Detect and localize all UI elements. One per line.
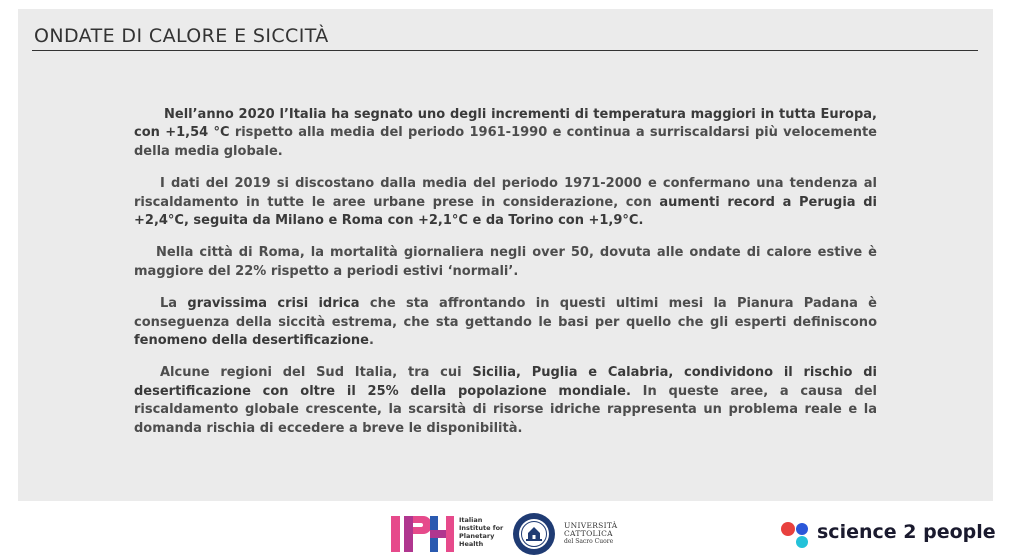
text-run: Nella città di Roma, la mortalità giornaliera negli over 50, dovuta alle ondate di calore estive è maggiore del 22% rispetto a periodi estivi ‘normali’. <box>134 245 877 279</box>
paragraph <box>134 244 877 281</box>
bold-run: gravissima crisi idrica <box>187 296 360 312</box>
bold-run: fenomeno della desertificazione <box>134 333 369 349</box>
ucsc-seal-icon <box>511 512 557 556</box>
ucsc-subline: del Sacro Cuore <box>564 538 614 545</box>
science2people-logo <box>780 520 995 550</box>
slide-title: ONDATE DI CALORE E SICCITÀ <box>34 25 329 47</box>
ucsc-line: UNIVERSITÀ <box>564 521 618 530</box>
text-run: In queste aree, a causa del riscaldamento globale crescente, la scarsità di risorse idriche rappresenta un problema reale e la domanda rischia di eccedere a breve le disponibilità. <box>134 383 878 436</box>
footer-logos <box>0 501 1010 557</box>
ucsc-line: CATTOLICA <box>564 529 613 538</box>
paragraph <box>134 175 877 230</box>
text-run: Alcune regioni del Sud Italia, tra cui <box>160 365 473 381</box>
iph-line: Italian <box>459 516 483 524</box>
bold-run: aumenti record a Perugia di +2,4°C, seguita da Milano e Roma con +2,1°C e da Torino con +1,9°C. <box>134 194 877 229</box>
iph-letter-h-right <box>446 516 454 552</box>
body-text <box>134 106 877 452</box>
bold-run: Sicilia, Puglia e Calabria, condividono il rischio di desertificazione con oltre il 25% della popolazione mondiale. <box>134 365 877 399</box>
text-run: che sta affrontando in questi ultimi mesi la Pianura Padana è conseguenza della siccità estrema, che sta gettando le basi per quello che gli esperti definiscono <box>134 296 877 330</box>
s2p-dots-icon <box>780 520 812 550</box>
paragraph <box>134 106 877 161</box>
title-divider <box>32 50 978 51</box>
iph-logo <box>390 514 508 554</box>
paragraph <box>134 295 877 350</box>
ucsc-logo <box>511 512 627 556</box>
s2p-label: science 2 people <box>817 521 996 543</box>
text-run: rispetto alla media del periodo 1961-1990 e continua a surriscaldarsi più velocemente della media globale. <box>134 125 877 159</box>
paragraph <box>134 364 877 438</box>
slide-panel <box>18 9 993 501</box>
iph-letter-p-stem <box>404 516 413 552</box>
text-run: . <box>368 333 374 349</box>
iph-line: Health <box>459 540 484 548</box>
bold-run: Nell’anno 2020 l’Italia ha segnato uno degli incrementi di temperatura maggiori in tutta Europa, con +1,54 °C <box>134 107 877 141</box>
ucsc-label <box>564 522 618 546</box>
text-run: I dati del 2019 si discostano dalla media del periodo 1971-2000 e confermano una tendenza al riscaldamento in tutte le aree urbane prese in considerazione, con <box>134 176 877 210</box>
iph-line: Institute for <box>459 524 504 532</box>
iph-mark-icon <box>390 514 456 554</box>
iph-letter-i <box>391 516 400 552</box>
iph-label <box>459 516 519 548</box>
text-run: La <box>160 296 188 312</box>
iph-line: Planetary <box>459 532 495 540</box>
iph-letter-p-bowl <box>413 516 432 534</box>
